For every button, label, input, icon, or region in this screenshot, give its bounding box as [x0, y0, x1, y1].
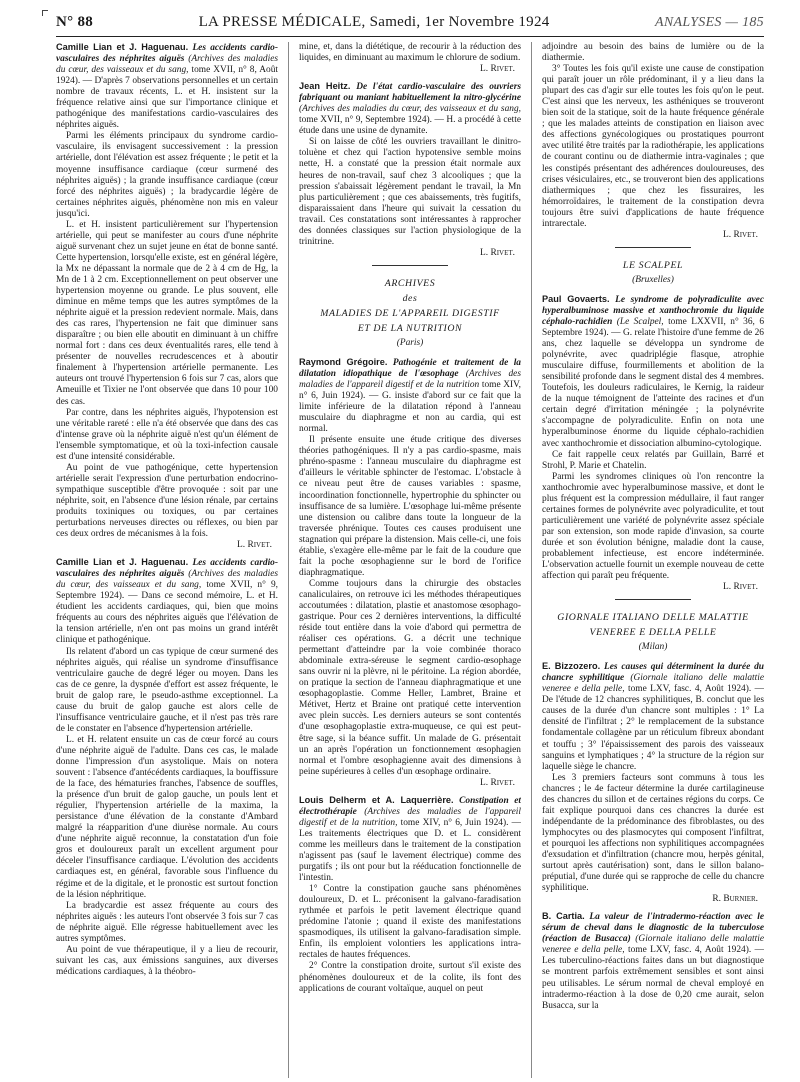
journal-heading	[542, 610, 764, 640]
article-paragraph: Au point de vue pathogénique, cette hypertension artérielle serait l'expression d'une perturbation endocrino-sympathique susceptible d'être provoquée : soit par une néphrite, soit, en l'absence d'une lésion rénale, par certains produits toxiniques ou toxiques, ou par certaines perturbations nerveuses directes ou réflexes, ou bien par ces deux ordres de mécanismes à la fois.	[56, 462, 278, 540]
article-paragraph: Il présente ensuite une étude critique des diverses théories pathogéniques. Il n'y a pas cardio-spasme, mais phréno-spasme : l'anneau musculaire du diaphragme est d'ailleurs le véritable sphincter de l'estomac. L'obstacle à ce niveau peut être de causes variables : spasme, incoordination fonctionnelle, hypertrophie du sphincter ou insuffisance de sa lumière. L'œsophage lui-même présente une distension ou calibre dans toute la longueur de la traversée phrénique. Toutes ces causes produisent une stagnation qui prépare la distension. Mais celle-ci, une fois établie, s'exagère elle-même par le fait de la coudure que fait la poche œsophagienne sur le bord de l'orifice diaphragmatique.	[299, 435, 521, 578]
article-title: Les causes qui déterminent la durée du chancre syphilitique	[542, 662, 764, 684]
page-header	[56, 14, 764, 36]
article-reference: (Archives des maladies du cœur, des vaisseaux et du sang,	[299, 104, 521, 115]
header-rule	[56, 36, 764, 37]
article-paragraph: Parmi les syndromes cliniques où l'on rencontre la xanthochromie avec hyperalbuminose massive, et dont le plus fréquent est la compression médullaire, il faut ranger certaines formes de polynévrite avec polyradiculite, et tout particulièrement une variété de polynévrite assez spéciale par son extension, son mode rapide d'invasion, sa courte durée et son évolution bénigne, maladie dont la cause, probablement infectieuse, est encore indéterminée. L'observation actuelle fournit un exemple nouveau de cette affection qui paraît peu fréquente.	[542, 471, 764, 582]
journal-heading	[542, 258, 764, 273]
publication-title: LA PRESSE MÉDICALE, Samedi, 1er Novembre 1924	[198, 14, 550, 30]
section-divider	[615, 599, 690, 600]
column-1	[56, 42, 278, 1078]
article-paragraph: Ils relatent d'abord un cas typique de cœur surmené des néphrites aiguës, qui réalise un syndrome d'insuffisance ventriculaire gauche de degré léger ou moyen. Dans les cas de ce genre, la dyspnée d'effort est assez fréquente, le bruit de galop rare, le pseudo-asthme exceptionnel. La cause du bruit de galop gauche est alors celle de l'insuffisance ventriculaire gauche, et il n'est pas très rare de le constater en l'absence d'hypertension artérielle.	[56, 646, 278, 734]
article-lead-text: De l'étude de 12 chancres syphilitiques, B. conclut que les causes de la durée d'un chancre sont multiples : 1° La densité de l'infiltrat ; 2° le remplacement de la substance fondamentale collagène par un réticulum fibreux abondant et touffu ; 3° l'épaississement des parois des vaisseaux sanguins et lymphatiques ; 4° la structure de la région sur laquelle siège le chancre.	[542, 695, 764, 772]
journal-heading-line: des	[402, 292, 418, 304]
article-delherm-laquerriere	[299, 795, 521, 995]
page-number: N° 88	[56, 14, 94, 30]
article-reference: (Giornale italiano delle malattie veneree e della pelle,	[542, 934, 764, 956]
article-reference-tail: tome LXV, fasc. 4, Août 1924). —	[628, 945, 764, 956]
article-author: E. Bizzozero.	[542, 661, 601, 672]
journal-heading	[299, 276, 521, 336]
article-continuation	[299, 42, 521, 75]
article-paragraph: mine, et, dans la diététique, de recourir à la réduction des liquides, en diminuant au maximum le chlorure de sodium.	[299, 42, 521, 64]
article-heitz	[299, 81, 521, 259]
article-author: Camille Lian et J. Haguenau.	[56, 557, 189, 568]
article-lead-text: G. relate l'histoire d'une femme de 26 ans, chez laquelle se développa un syndrome de polynévrite, avec quadriplégie flasque, atrophie musculaire diffuse, fourmillements et abolition de la sensibilité profonde dans le segment distal des 4 membres. Toutefois, les douleurs radiculaires, le Kernig, la raideur de la nuque témoignent de l'atteinte des racines et d'un certain degré d'irritation méningée ; la polynévrite s'accompagne de polyradiculite. Enfin on nota une hyperalbuminose énorme du liquide céphalo-rachidien avec xanthochromie et dissociation albumino-cytologique.	[542, 328, 764, 449]
article-reference: (Giornale italiano delle malattie veneree e della pelle,	[542, 673, 764, 695]
article-reference-tail: tome XIV, n° 6, Juin 1924). —	[400, 817, 521, 828]
article-lead	[542, 911, 764, 1011]
journal-city: (Paris)	[396, 337, 424, 348]
journal-heading-line: ARCHIVES	[384, 277, 436, 289]
article-lead-text: D'après 7 observations personnelles et un certain nombre de travaux récents, L. et H. insistent sur la fréquence relative ainsi que sur l'importance clinique et pathogénique des manifestations cardio-vasculaires des néphrites aiguës.	[56, 76, 278, 131]
article-lian-haguenau-1	[56, 42, 278, 551]
column-divider	[288, 42, 289, 1078]
article-author: Louis Delherm et A. Laquerrière.	[299, 794, 454, 805]
article-paragraph: 3° Toutes les fois qu'il existe une cause de constipation qui paraît jouer un rôle prédominant, il y a lieu dans la plupart des cas d'agir sur elle toutes les fois qu'on le peut. C'est ainsi que les nerveux, les asthéniques se trouveront bien soit de la statique, soit de la haute fréquence générale ; que les malades atteints de constipation en liaison avec des affections gynécologiques ou prostatiques pourront avec utilité être traités par la radiothérapie, les applications de courant continu ou de diathermie intra-vaginales ; que les constipés présentant des adhérences douloureuses, des crises vésiculaires, etc., se trouveront bien des applications diathermiques ; que chez les fissuraires, les hémorroïdaires, le traitement de la constipation devra toujours être suivi d'applications de haute fréquence intrarectale.	[542, 64, 764, 229]
article-lead	[299, 81, 521, 137]
article-lead	[299, 795, 521, 884]
journal-heading-line: GIORNALE ITALIANO DELLE MALATTIE	[557, 612, 749, 624]
article-lead-text: Dans ce second mémoire, L. et H. étudient les accidents cardiaques, qui, bien que moins fréquents au cours des néphrites aiguës que l'élévation de la tension artérielle, n'en ont pas moins un grand intérêt clinique et pathogénique.	[56, 591, 278, 646]
article-signature: R. Burnier.	[712, 894, 758, 905]
article-reference: (Archives des maladies de l'appareil digestif et de la nutrition,	[299, 806, 521, 828]
article-paragraph: Par contre, dans les néphrites aiguës, l'hypotension est une véritable rareté : elle n'a été observée que dans des cas d'intense grave où la néphrite aiguë n'est qu'un élément de l'ensemble symptomatique, et où la toxi-infection causale est d'une intensité considérable.	[56, 407, 278, 462]
article-paragraph: L. et H. relatent ensuite un cas de cœur forcé au cours d'une néphrite aiguë de l'adulte. Dans ces cas, le malade donne l'impression d'un asystolique. Mais on notera souvent : l'absence d'antécédents cardiaques, la bouffissure de la face, des hématuries franches, l'absence de souffles, la présence d'un bruit de galop gauche, un pouls lent et régulier, l'hypertension artérielle de la maxima, la persistance d'une élévation de la constante d'Ambard malgré la réapparition d'une diurèse normale. Au cours d'une néphrite aiguë reconnue, la constatation d'un foie gros et douloureux paraît un excellent argument pour déceler l'insuffisance cardiaque. L'évolution des accidents cardiaques est, en général, favorable sous l'influence du régime et de la digitale, et le pronostic est surtout fonction de la lésion néphritique.	[56, 734, 278, 900]
article-paragraph: 2° Contre la constipation droite, surtout s'il existe des phénomènes douloureux et de la colite, ils font des applications de courant voltaïque, auquel on peut	[299, 961, 521, 994]
article-bizzozero	[542, 661, 764, 905]
journal-heading-line: MALADIES DE L'APPAREIL DIGESTIF	[320, 307, 500, 319]
section-title: ANALYSES — 185	[655, 15, 764, 30]
article-author: Camille Lian et J. Haguenau.	[56, 42, 189, 52]
article-paragraph: Les 3 premiers facteurs sont communs à tous les chancres ; le 4e facteur détermine la durée cartilagineuse des chancres du sillon et de certaines régions du corps. Ce fait explique pourquoi dans ces chancres la durée est indépendante de la prédominance des fibroblastes, ou des lymphocytes ou des plasmocytes qui composent l'infiltrat, et pourquoi les affections non syphilitiques accompagnées d'exsudation et d'infiltration (chancre mou, herpès génital, surtout après cautérisation) sont, dans le sillon balano-préputial, d'une durée qui se rapproche de celle du chancre syphilitique.	[542, 772, 764, 894]
article-paragraph: L. et H. insistent particulièrement sur l'hypertension artérielle, qui peut se manifester au cours d'une néphrite aiguë survenant chez un sujet jeune en état de bonne santé. Cette hypertension, lorsqu'elle existe, est en général légère, la Mx ne dépassant la normale que de 2 à 4 cm de Hg, la Mn de 1 à 2 cm. Exceptionnellement on peut observer une hypertension moyenne ou grande. Le plus souvent, elle diminue en même temps que les autres symptômes de la néphrite aiguë et la pression redevient normale. Mais, dans des cas rares, l'hypertension ne fait que diminuer sans disparaître ; ou bien elle aboutit en diminuant à un chiffre normal fort : dans ces deux éventualités rares, elle tend à présenter de nouvelles recrudescences et à aboutir finalement à l'hypertension artérielle permanente. Les auteurs ont trouvé l'hypertension 6 fois sur 7 cas, alors que Ameuille et Tixier ne l'ont observée que dans 10 pour 100 des cas.	[56, 219, 278, 407]
article-lead	[56, 42, 278, 131]
article-paragraph: La bradycardie est assez fréquente au cours des néphrites aiguës : les auteurs l'ont observée 3 fois sur 7 cas de néphrite aiguë. Elle régresse habituellement avec les autres symptômes.	[56, 900, 278, 944]
journal-city: (Milan)	[638, 642, 668, 653]
article-title: Les accidents cardio-vasculaires des néphrites aiguës	[56, 558, 278, 580]
article-reference: (Archives des maladies du cœur, des vaisseaux et du sang,	[56, 569, 278, 591]
article-reference-tail: tome XVII, n° 8, Août 1924). —	[56, 65, 278, 87]
article-lead	[56, 557, 278, 646]
article-paragraph: adjoindre au besoin des bains de lumière ou de la diathermie.	[542, 42, 764, 64]
article-lead	[542, 294, 764, 450]
article-govaerts	[542, 294, 764, 593]
article-reference: (Archives des maladies de l'appareil digestif et de la nutrition	[299, 368, 521, 391]
article-author: B. Cartia.	[542, 911, 585, 922]
article-signature: L. Rivet.	[723, 229, 758, 240]
article-signature: L. Rivet.	[480, 247, 515, 258]
article-title: De l'état cardio-vasculaire des ouvriers fabriquant ou maniant habituellement la nitro-glycérine	[299, 82, 521, 104]
column-2	[299, 42, 521, 1078]
journal-heading-line: VENEREE E DELLA PELLE	[589, 627, 717, 639]
section-divider	[372, 265, 447, 266]
article-reference: (Le Scalpel,	[616, 316, 664, 327]
article-author: Paul Govaerts.	[542, 293, 610, 304]
article-paragraph: Comme toujours dans la chirurgie des obstacles canaliculaires, on retrouve ici les méthodes thérapeutiques accoutumées : dilatation, plastie et anastomose œsophago-gastrique. Pour ces 2 dernières interventions, la difficulté réside tout entière dans la voie d'abord qui permettra de réaliser ces opérations. G. a décrit une technique permettant d'atteindre par la voie combinée thoraco abdominale extra-séreuse le segment cardio-œsophage sans ouvrir ni la plèvre, ni le péritoine. La région abordée, on pratique la section de l'anneau diaphragmatique et une œsophagoplastie. Comme Heller, Lambret, Braine et Métivet, Hertz et Braine ont pratiqué cette intervention avec plein succès. Les derniers auteurs se sont contentés d'une œsophagoplastie extra-muqueuse, ce qui est peut-être sage, si la béance suffit. Un malade de G. présentait un an après l'opération un fonctionnement œsophagien normal et l'ombre œsophagienne avait des dimensions à peine supérieures à celles d'un œsophage ordinaire.	[299, 578, 521, 777]
article-reference: (Archives des maladies du cœur, des vaisseaux et du sang,	[56, 54, 278, 76]
article-title: Le syndrome de polyradiculite avec hyperalbuminose massive et xanthochromie du liquide céphalo-rachidien	[542, 294, 764, 327]
article-reference-tail: tome LXXVII, n° 36, 6 Septembre 1924). —	[542, 316, 764, 339]
article-cartia	[542, 911, 764, 1011]
article-title: Pathogénie et traitement de la dilatation idiopathique de l'œsophage	[299, 357, 521, 379]
article-paragraph: Au point de vue thérapeutique, il y a lieu de recourir, suivant les cas, aux émissions sanguines, aux diverses médications cardiaques, à la théobro-	[56, 944, 278, 977]
journal-heading-line: ET DE LA NUTRITION	[357, 322, 463, 334]
article-paragraph: Ce fait rappelle ceux relatés par Guillain, Barré et Strohl, P. Marie et Chatelin.	[542, 449, 764, 471]
journal-heading-line: LE SCALPEL	[622, 259, 684, 271]
article-lead	[542, 661, 764, 772]
article-lead-text: H. a procédé à cette étude dans une usine de dynamite.	[299, 115, 521, 137]
article-lead-text: Les traitements électriques que D. et L. considèrent comme les meilleurs dans le traitement de la constipation n'agissent pas (sauf le lavement électrique) comme des purgatifs ; ils ont pour but la rééducation fonctionnelle de l'intestin.	[299, 828, 521, 884]
article-title: Les accidents cardio-vasculaires des néphrites aiguës	[56, 43, 278, 65]
column-3	[542, 42, 764, 1078]
article-signature: L. Rivet.	[723, 582, 758, 593]
article-paragraph: 1° Contre la constipation gauche sans phénomènes douloureux, D. et L. préconisent la galvano-faradisation rythmée et parfois le petit lavement électrique quand prédomine l'atonie ; quand il existe des manifestations spasmodiques, ils utilisent la galvano-faradisation simple. Enfin, ils emploient volontiers les applications intra-rectales de hautes fréquences.	[299, 884, 521, 961]
crop-mark	[42, 10, 48, 16]
article-title: Constipation et électrothérapie	[299, 795, 521, 817]
article-lead	[299, 357, 521, 435]
article-reference-tail: tome LXV, fasc. 4, Août 1924). —	[628, 684, 764, 695]
article-title: La valeur de l'intradermo-réaction avec le sérum de cheval dans le diagnostic de la tuberculose (réaction de Busacca)	[542, 912, 764, 945]
article-reference-tail: tome XIV, n° 6, Juin 1924). —	[299, 380, 521, 402]
article-signature: L. Rivet.	[237, 540, 272, 551]
article-signature: L. Rivet.	[480, 777, 515, 788]
section-divider	[615, 247, 690, 248]
article-lead-text: Les tuberculino-réactions faites dans un but diagnostique se montrent parfois extrêmement sensibles et sont ainsi peu utilisables. Le sérum normal de cheval employé en intradermo-réaction à la dose de 0,20 cme aurait, selon Busacca, sur la	[542, 956, 764, 1011]
article-author: Raymond Grégoire.	[299, 356, 388, 367]
article-lead-text: G. insiste d'abord sur ce fait que la limite inférieure de la dilatation répond à l'anneau musculaire du diaphragme et non au cardia, qui est normal.	[299, 391, 521, 435]
article-continuation	[542, 42, 764, 241]
article-author: Jean Heitz.	[299, 81, 351, 92]
article-paragraph: Si on laisse de côté les ouvriers travaillant le dinitro-toluène et chez qui l'action hypotensive semble moins nette, H. a constaté que la pression était normale aux heures de non-travail, sauf chez 3 alcooliques ; que la pression s'abaissait légèrement pendant le travail, la Mn plus particulièrement ; que ces abaissements, très fugitifs, disparaissaient dans l'heure qui suivait la cessation du travail. Ces constatations sont intéressantes à rapprocher des données classiques sur l'action physiologique de la trinitrine.	[299, 137, 521, 247]
article-signature: L. Rivet.	[480, 64, 515, 75]
article-gregoire	[299, 357, 521, 789]
article-reference-tail: tome XVII, n° 9, Septembre 1924). —	[299, 115, 444, 126]
page-columns	[56, 42, 764, 1078]
article-paragraph: Parmi les éléments principaux du syndrome cardio-vasculaire, ils envisagent successivement : la pression artérielle, dont l'élévation est assez fréquente ; le petit et la moyenne insuffisance cardiaque (cœur surmené des néphrites aiguës) ; la grande insuffisance cardiaque (cœur forcé des néphrites aiguës) ; la bradycardie légère de certaines néphrites aiguës, phénomène non mis en valeur jusqu'ici.	[56, 131, 278, 219]
journal-city: (Bruxelles)	[632, 274, 674, 285]
article-reference-tail: tome XVII, n° 9, Septembre 1924). —	[56, 580, 278, 602]
article-lian-haguenau-2	[56, 557, 278, 978]
column-divider	[531, 42, 532, 1078]
